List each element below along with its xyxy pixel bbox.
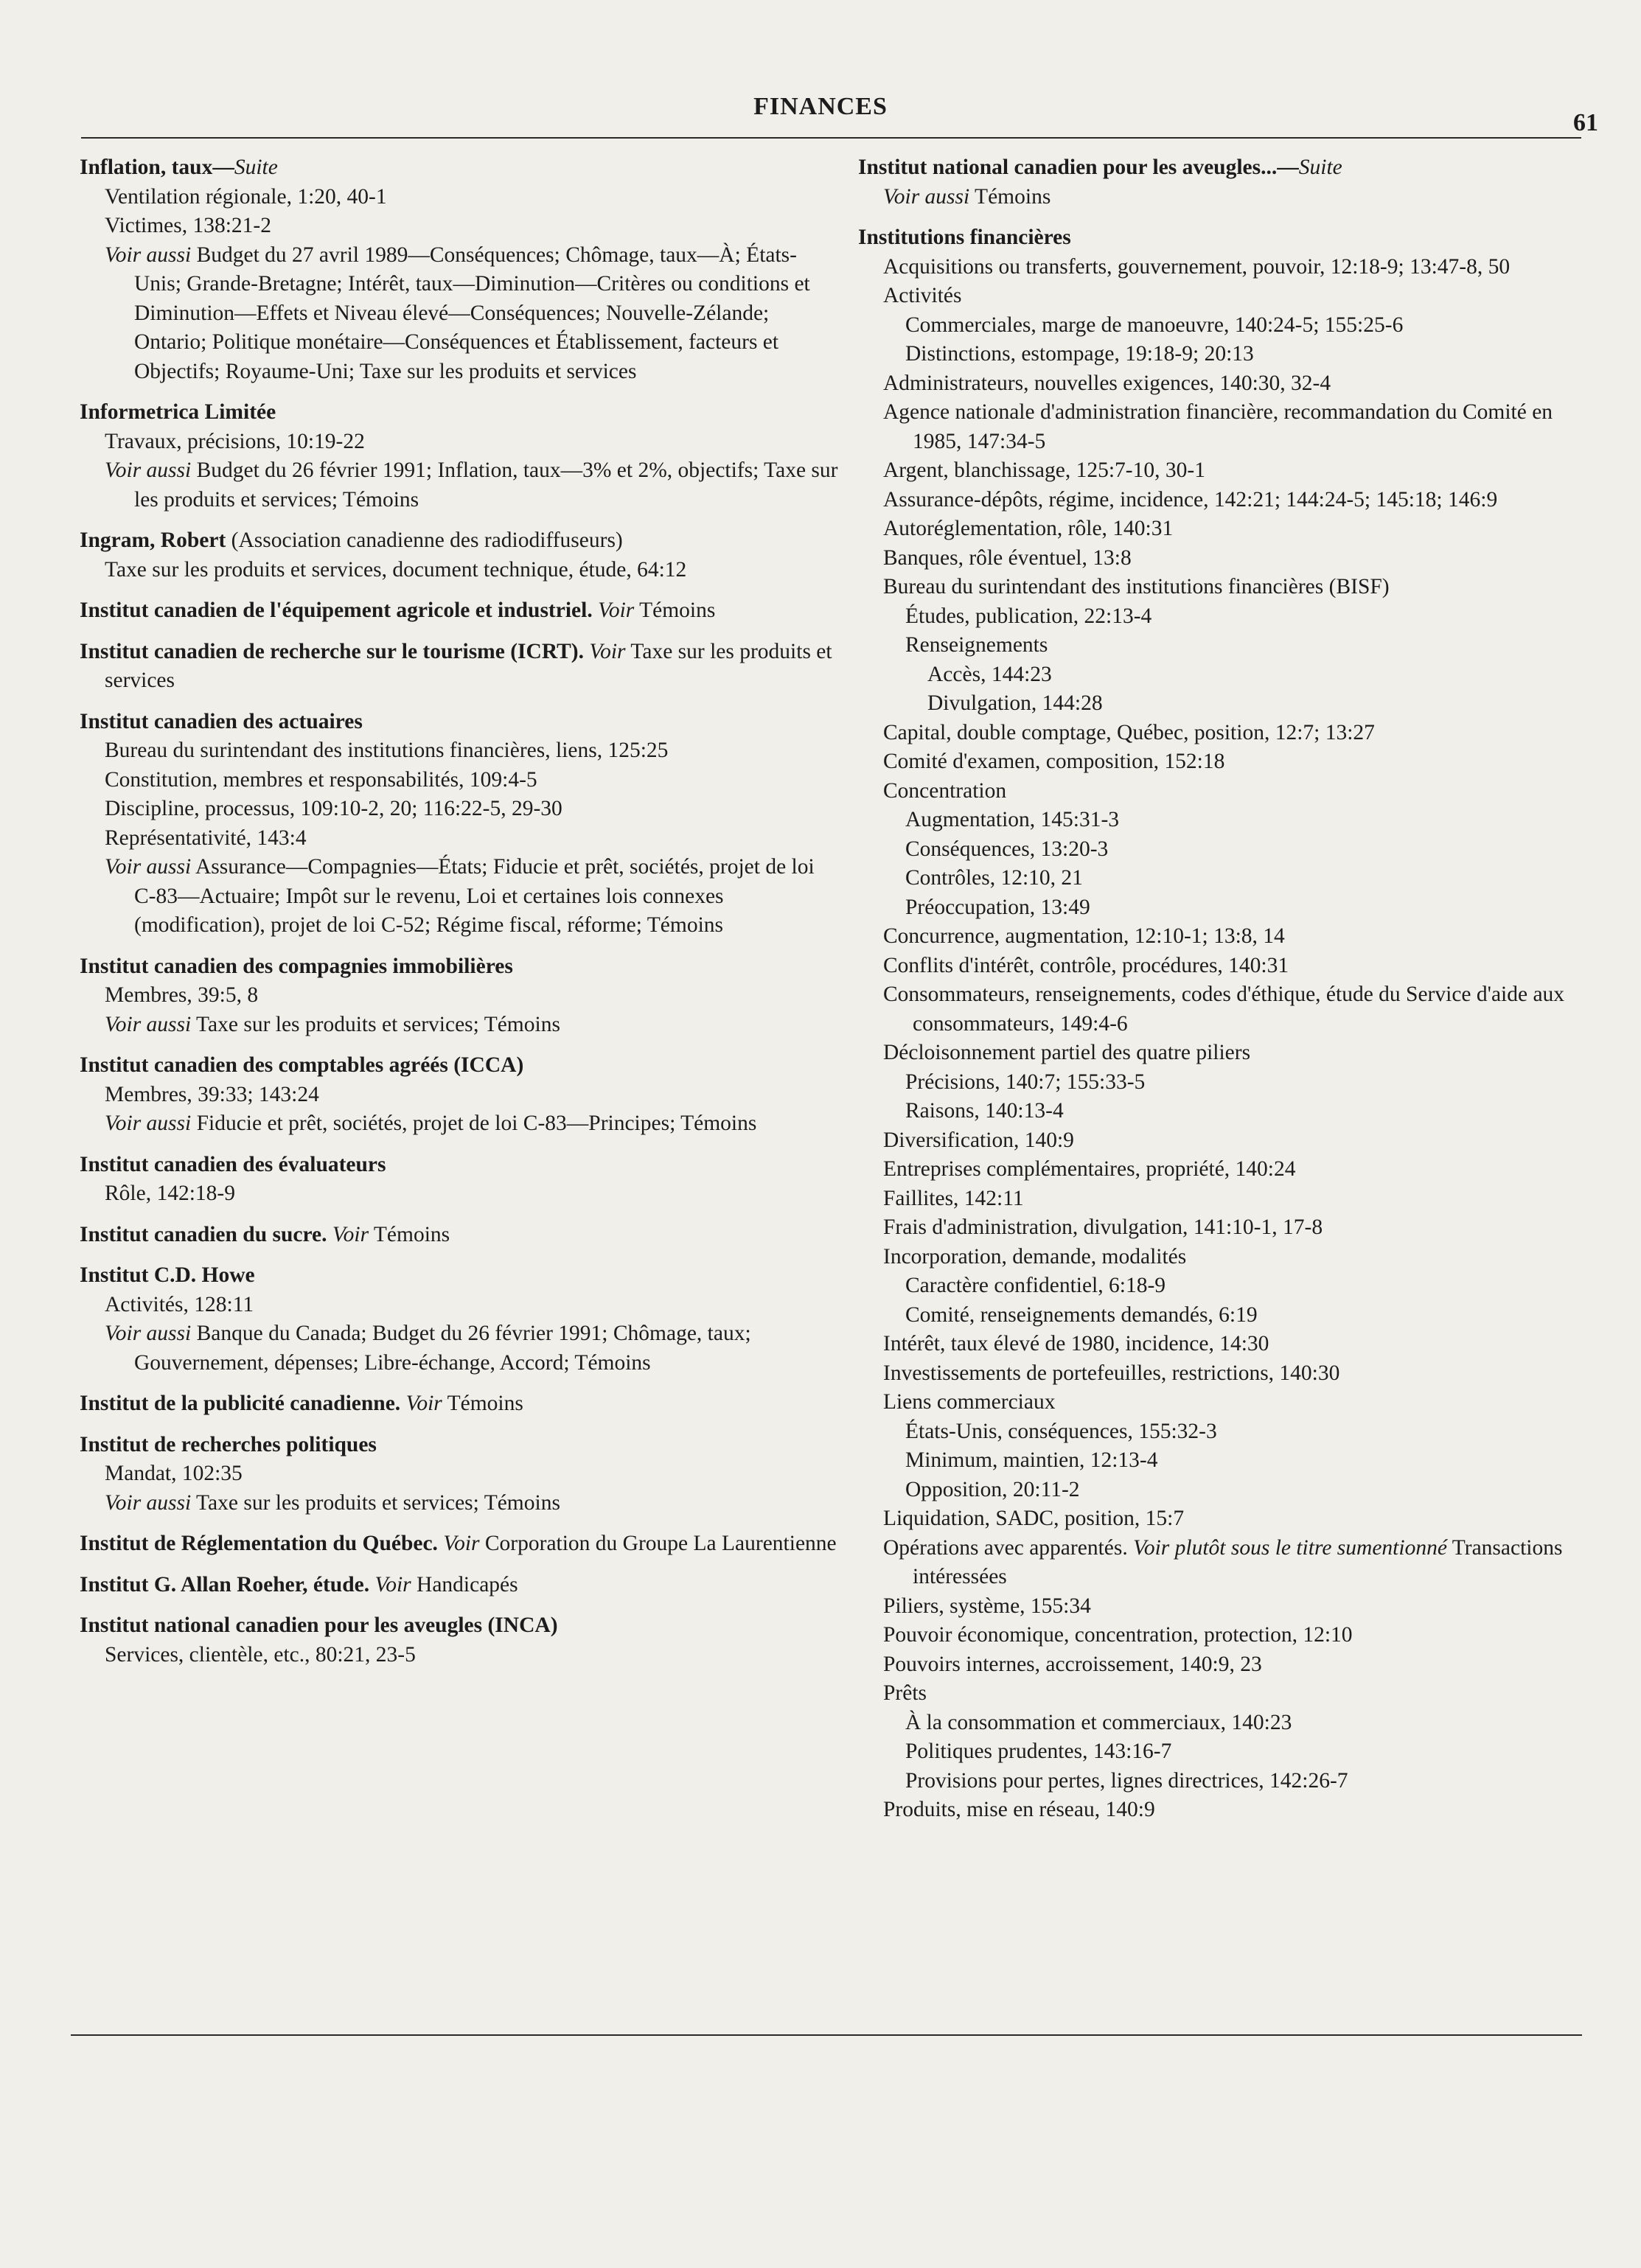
sub-entry <box>858 1126 1588 1156</box>
sub-entry <box>858 1621 1588 1650</box>
entry-heading <box>858 223 1588 253</box>
sub-entry <box>80 556 839 585</box>
entry-heading <box>80 1261 839 1291</box>
sub-entry <box>858 1097 1588 1126</box>
sub-entry <box>858 777 1588 806</box>
sub-entry <box>858 1330 1588 1359</box>
see-reference: Voir <box>374 1572 411 1597</box>
see-also-reference: Voir aussi <box>105 1112 192 1135</box>
continued-label: Suite <box>1298 156 1342 179</box>
sub-entry-text: Activités <box>883 284 962 307</box>
entry-heading-text: Institut canadien de l'équipement agricole et industriel. <box>80 599 593 622</box>
entry-heading <box>80 526 839 556</box>
sub-entry-text: Produits, mise en réseau, 140:9 <box>883 1798 1155 1821</box>
sub-entry-text: À la consommation et commerciaux, 140:23 <box>905 1710 1292 1734</box>
sub-entry-text: Acquisitions ou transferts, gouvernement, pouvoir, 12:18-9; 13:47-8, 50 <box>883 254 1511 279</box>
sub-entry <box>858 1504 1588 1534</box>
sub-entry-text: Constitution, membres et responsabilités, 109:4-5 <box>105 767 537 792</box>
entry-heading-text: Institut C.D. Howe <box>80 1263 255 1287</box>
see-reference: Voir <box>332 1222 369 1246</box>
sub-entry <box>80 1291 839 1320</box>
see-also-reference: Voir aussi <box>105 855 192 879</box>
sub-entry-text: Capital, double comptage, Québec, position, 12:7; 13:27 <box>883 720 1375 744</box>
continued-label: Suite <box>234 156 278 179</box>
sub-entry <box>858 1592 1588 1622</box>
entry-heading-text: Institut canadien des actuaires <box>80 709 363 733</box>
top-rule <box>81 137 1581 139</box>
sub-entry-text: Intérêt, taux élevé de 1980, incidence, 14:30 <box>883 1332 1269 1355</box>
sub-entry-text: Concurrence, augmentation, 12:10-1; 13:8, 14 <box>883 924 1285 948</box>
entry-heading <box>80 1611 839 1641</box>
sub-entry-text: Concentration <box>883 778 1007 803</box>
entry-heading-text: Institut canadien du sucre. <box>80 1222 327 1246</box>
sub-entry-text: Membres, 39:33; 143:24 <box>105 1082 319 1106</box>
sub-entry-text: Augmentation, 145:31-3 <box>905 808 1120 831</box>
sub-entry <box>858 1709 1588 1738</box>
sub-entry-text: Autoréglementation, rôle, 140:31 <box>883 517 1174 540</box>
entry-heading-text: Ingram, Robert <box>80 528 226 552</box>
sub-entry-text: Taxe sur les produits et services; Témoins <box>191 1490 560 1515</box>
entry-heading-text: Institut de Réglementation du Québec. <box>80 1532 438 1555</box>
sub-entry-text: Conséquences, 13:20-3 <box>905 837 1109 861</box>
sub-entry-text: Taxe sur les produits et services; Témoins <box>191 1012 560 1036</box>
sub-entry-text: Commerciales, marge de manoeuvre, 140:24-5; 155:25-6 <box>905 313 1404 337</box>
sub-entry-text: Représentativité, 143:4 <box>105 826 307 850</box>
index-entry <box>80 1221 839 1250</box>
sub-entry-text: Comité, renseignements demandés, 6:19 <box>905 1302 1258 1327</box>
sub-entry-text: Entreprises complémentaires, propriété, 140:24 <box>883 1157 1296 1181</box>
sub-entry <box>858 719 1588 748</box>
sub-entry <box>858 1155 1588 1184</box>
index-entry <box>80 1389 839 1419</box>
sub-entry-text: Administrateurs, nouvelles exigences, 140:30, 32-4 <box>883 371 1331 395</box>
sub-entry <box>80 1489 839 1518</box>
sub-entry-text: Incorporation, demande, modalités <box>883 1244 1187 1269</box>
sub-entry <box>858 660 1588 690</box>
sub-entry-text: Diversification, 140:9 <box>883 1128 1074 1152</box>
index-entry <box>80 1051 839 1139</box>
entry-heading <box>80 596 839 626</box>
index-column-right <box>858 153 1588 1837</box>
sub-entry-text: Études, publication, 22:13-4 <box>905 604 1152 628</box>
sub-entry <box>80 241 839 387</box>
index-entry <box>80 398 839 514</box>
entry-heading-detail: Handicapés <box>411 1572 518 1597</box>
sub-entry-text: Banques, rôle éventuel, 13:8 <box>883 545 1132 570</box>
see-reference: Voir <box>443 1532 480 1555</box>
sub-entry <box>858 1039 1588 1068</box>
sub-entry <box>858 340 1588 369</box>
entry-heading-text: Institut G. Allan Roeher, étude. <box>80 1572 370 1597</box>
sub-entry-text: Opérations avec apparentés. <box>883 1535 1134 1560</box>
sub-entry <box>858 1301 1588 1330</box>
sub-entry-text: Opposition, 20:11-2 <box>905 1477 1080 1501</box>
index-column-left <box>80 153 839 1681</box>
sub-entry-text: Précisions, 140:7; 155:33-5 <box>905 1070 1146 1094</box>
sub-entry <box>858 1271 1588 1301</box>
index-entry <box>80 1571 839 1600</box>
entry-heading-text: Institutions financières <box>858 226 1071 249</box>
index-entry <box>80 1529 839 1559</box>
sub-entry-text: Conflits d'intérêt, contrôle, procédures, 140:31 <box>883 953 1289 977</box>
sub-entry <box>858 369 1588 399</box>
sub-entry-text: Accès, 144:23 <box>927 662 1052 686</box>
sub-entry-text: Bureau du surintendant des institutions financières (BISF) <box>883 575 1390 599</box>
entry-heading <box>80 638 839 696</box>
sub-entry <box>858 311 1588 341</box>
sub-entry-text: Services, clientèle, etc., 80:21, 23-5 <box>105 1642 416 1667</box>
sub-entry-text: Argent, blanchissage, 125:7-10, 30-1 <box>883 458 1205 482</box>
sub-entry-text: Rôle, 142:18-9 <box>105 1182 235 1205</box>
see-reference: Voir <box>405 1392 442 1415</box>
entry-heading <box>80 952 839 982</box>
entry-heading <box>80 153 839 183</box>
sub-entry <box>858 980 1588 1039</box>
sub-entry-text: Fiducie et prêt, sociétés, projet de loi C-83—Principes; Témoins <box>191 1112 757 1135</box>
entry-heading-text: Inflation, taux— <box>80 156 234 179</box>
entry-heading-text: Institut de recherches politiques <box>80 1432 377 1456</box>
sub-entry <box>858 806 1588 835</box>
entry-heading-text: Institut national canadien pour les aveugles...— <box>858 156 1299 179</box>
index-entry <box>858 223 1588 1825</box>
sub-entry <box>80 1179 839 1209</box>
sub-entry-text: Comité d'examen, composition, 152:18 <box>883 750 1225 773</box>
sub-entry-text: Renseignements <box>905 633 1048 657</box>
sub-entry-text: Piliers, système, 155:34 <box>883 1594 1091 1618</box>
sub-entry-text: Raisons, 140:13-4 <box>905 1099 1064 1123</box>
sub-entry-text: Contrôles, 12:10, 21 <box>905 866 1083 890</box>
sub-entry <box>858 183 1588 212</box>
sub-entry <box>858 253 1588 282</box>
entry-heading-text: Institut national canadien pour les aveugles (INCA) <box>80 1613 558 1637</box>
sub-entry <box>858 631 1588 660</box>
sub-entry <box>858 1243 1588 1272</box>
entry-heading <box>80 1389 839 1419</box>
sub-entry-text: Banque du Canada; Budget du 26 février 1991; Chômage, taux; Gouvernement, dépenses; Libre-échange, Accord; Témoins <box>134 1322 751 1375</box>
see-also-reference: Voir aussi <box>105 242 192 267</box>
entry-heading <box>80 1151 839 1180</box>
sub-entry <box>80 212 839 241</box>
sub-entry-text: Liens commerciaux <box>883 1390 1056 1414</box>
entry-heading <box>80 398 839 428</box>
sub-entry <box>858 456 1588 486</box>
entry-heading-text: Institut canadien des comptables agréés (ICCA) <box>80 1053 524 1077</box>
entry-heading-detail: (Association canadienne des radiodiffuseurs) <box>226 528 623 552</box>
sub-entry <box>858 922 1588 952</box>
sub-entry <box>80 981 839 1011</box>
sub-entry-text: Frais d'administration, divulgation, 141:10-1, 17-8 <box>883 1215 1323 1239</box>
index-entry <box>80 1611 839 1669</box>
entry-heading-detail: Témoins <box>442 1392 523 1415</box>
sub-entry <box>858 282 1588 311</box>
sub-entry-text: Membres, 39:5, 8 <box>105 983 259 1007</box>
sub-entry <box>80 1319 839 1378</box>
sub-entry <box>80 853 839 941</box>
sub-entry <box>858 1679 1588 1709</box>
index-entry <box>80 596 839 626</box>
sub-entry <box>858 1417 1588 1447</box>
index-entry <box>80 708 839 941</box>
sub-entry <box>858 1737 1588 1767</box>
entry-heading <box>858 153 1588 183</box>
sub-entry-text: Prêts <box>883 1681 927 1705</box>
sub-entry <box>858 1388 1588 1417</box>
sub-entry-text-after: Transactions intéressées <box>913 1535 1563 1588</box>
see-also-reference: Voir aussi <box>105 1012 192 1036</box>
page-number: 61 <box>1573 109 1598 136</box>
sub-entry <box>858 1476 1588 1505</box>
sub-entry-text: Caractère confidentiel, 6:18-9 <box>905 1274 1166 1297</box>
sub-entry <box>858 864 1588 893</box>
sub-entry-text: Travaux, précisions, 10:19-22 <box>105 429 365 453</box>
page-title: FINANCES <box>753 93 888 120</box>
see-reference: Voir <box>598 599 635 622</box>
sub-entry <box>80 1011 839 1040</box>
sub-entry-text: Victimes, 138:21-2 <box>105 214 272 237</box>
sub-entry <box>858 602 1588 632</box>
sub-entry <box>80 736 839 766</box>
index-entry <box>80 1151 839 1209</box>
sub-entry <box>858 1184 1588 1214</box>
index-entry <box>80 153 839 386</box>
sub-entry-text: Décloisonnement partiel des quatre piliers <box>883 1041 1251 1064</box>
entry-heading <box>80 708 839 737</box>
sub-entry <box>80 1641 839 1670</box>
sub-entry <box>858 1534 1588 1592</box>
bottom-rule <box>71 2034 1582 2036</box>
sub-entry-text: Ventilation régionale, 1:20, 40-1 <box>105 184 387 209</box>
sub-entry-text: États-Unis, conséquences, 155:32-3 <box>905 1419 1217 1443</box>
sub-entry-text: Divulgation, 144:28 <box>927 691 1103 715</box>
sub-entry-text: Distinctions, estompage, 19:18-9; 20:13 <box>905 342 1254 366</box>
sub-entry-text: Provisions pour pertes, lignes directrices, 142:26-7 <box>905 1768 1348 1793</box>
sub-entry <box>80 1459 839 1489</box>
sub-entry <box>858 398 1588 456</box>
see-also-reference: Voir aussi <box>105 1490 192 1515</box>
sub-entry <box>858 1068 1588 1098</box>
sub-entry <box>858 689 1588 719</box>
sub-entry <box>858 952 1588 981</box>
sub-entry-text: Investissements de portefeuilles, restrictions, 140:30 <box>883 1361 1340 1385</box>
sub-entry <box>80 1109 839 1139</box>
sub-entry-text: Assurance-dépôts, régime, incidence, 142:21; 144:24-5; 145:18; 146:9 <box>883 487 1498 512</box>
sub-entry <box>858 1650 1588 1680</box>
sub-entry <box>858 573 1588 602</box>
sub-entry <box>858 1213 1588 1243</box>
sub-entry <box>858 1767 1588 1796</box>
sub-entry <box>858 486 1588 515</box>
sub-entry-text: Mandat, 102:35 <box>105 1462 243 1485</box>
sub-entry <box>858 835 1588 865</box>
entry-heading-detail: Témoins <box>634 599 716 622</box>
sub-entry-text: Pouvoirs internes, accroissement, 140:9, 23 <box>883 1652 1262 1676</box>
sub-entry-text: Activités, 128:11 <box>105 1292 254 1316</box>
sub-entry-text: Préoccupation, 13:49 <box>905 895 1090 919</box>
sub-entry <box>80 795 839 824</box>
index-entry <box>80 638 839 696</box>
entry-heading <box>80 1529 839 1559</box>
sub-entry <box>858 544 1588 573</box>
entry-heading-text: Institut canadien de recherche sur le tourisme (ICRT). <box>80 639 584 663</box>
sub-entry-text: Consommateurs, renseignements, codes d'éthique, étude du Service d'aide aux consommateurs, 149:4-6 <box>883 983 1565 1036</box>
sub-entry-text: Assurance—Compagnies—États; Fiducie et prêt, sociétés, projet de loi C-83—Actuaire; Impôt sur le revenu, Loi et certaines lois connexes (modification), projet de loi C-52; Régime fiscal, réforme; Témoins <box>134 855 815 937</box>
entry-heading-text: Institut canadien des compagnies immobilières <box>80 954 513 978</box>
see-reference: Voir <box>589 639 626 663</box>
index-entry <box>80 952 839 1040</box>
sub-entry-text: Discipline, processus, 109:10-2, 20; 116:22-5, 29-30 <box>105 797 562 820</box>
sub-entry <box>858 747 1588 777</box>
entry-heading-detail: Corporation du Groupe La Laurentienne <box>479 1532 837 1555</box>
sub-entry-text: Agence nationale d'administration financière, recommandation du Comité en 1985, 147:34-5 <box>883 400 1553 453</box>
sub-entry-text: Liquidation, SADC, position, 15:7 <box>883 1507 1185 1530</box>
sub-entry-text: Bureau du surintendant des institutions financières, liens, 125:25 <box>105 739 669 762</box>
index-entry <box>80 526 839 585</box>
sub-entry-text: Faillites, 142:11 <box>883 1186 1024 1210</box>
sub-entry <box>858 1359 1588 1389</box>
sub-entry <box>858 514 1588 544</box>
entry-heading <box>80 1431 839 1460</box>
sub-entry <box>858 1796 1588 1825</box>
see-also-reference: Voir aussi <box>883 184 970 209</box>
see-instead-reference: Voir plutôt sous le titre sumentionné <box>1133 1535 1447 1560</box>
sub-entry-text: Budget du 26 février 1991; Inflation, taux—3% et 2%, objectifs; Taxe sur les produits et services; Témoins <box>134 458 838 512</box>
entry-heading <box>80 1221 839 1250</box>
sub-entry-text: Politiques prudentes, 143:16-7 <box>905 1740 1172 1763</box>
index-entry <box>80 1261 839 1378</box>
sub-entry-text: Budget du 27 avril 1989—Conséquences; Chômage, taux—À; États-Unis; Grande-Bretagne; Intérêt, taux—Diminution—Critères ou conditions et Diminution—Effets et Niveau élevé—Conséquences; Nouvelle-Zélande; Ontario; Politique monétaire—Conséquences et Établissement, facteurs et Objectifs; Royaume-Uni; Taxe sur les produits et services <box>134 242 810 383</box>
sub-entry <box>80 456 839 514</box>
entry-heading <box>80 1051 839 1081</box>
sub-entry-text: Taxe sur les produits et services, document technique, étude, 64:12 <box>105 557 687 582</box>
index-entry <box>858 153 1588 212</box>
sub-entry <box>80 1081 839 1110</box>
entry-heading-text: Informetrica Limitée <box>80 400 276 424</box>
entry-heading <box>80 1571 839 1600</box>
sub-entry <box>80 428 839 457</box>
entry-heading-detail: Témoins <box>369 1222 450 1246</box>
sub-entry <box>80 824 839 854</box>
see-also-reference: Voir aussi <box>105 1322 192 1345</box>
entry-heading-detail: Taxe sur les produits et services <box>105 639 832 692</box>
entry-heading-text: Institut canadien des évaluateurs <box>80 1152 386 1176</box>
sub-entry-text: Minimum, maintien, 12:13-4 <box>905 1448 1158 1472</box>
index-entry <box>80 1431 839 1518</box>
entry-heading-text: Institut de la publicité canadienne. <box>80 1392 401 1415</box>
sub-entry <box>80 183 839 212</box>
sub-entry <box>80 766 839 795</box>
sub-entry-text: Pouvoir économique, concentration, protection, 12:10 <box>883 1623 1353 1647</box>
sub-entry <box>858 1446 1588 1476</box>
sub-entry <box>858 893 1588 923</box>
sub-entry-text: Témoins <box>969 184 1051 209</box>
see-also-reference: Voir aussi <box>105 458 192 482</box>
